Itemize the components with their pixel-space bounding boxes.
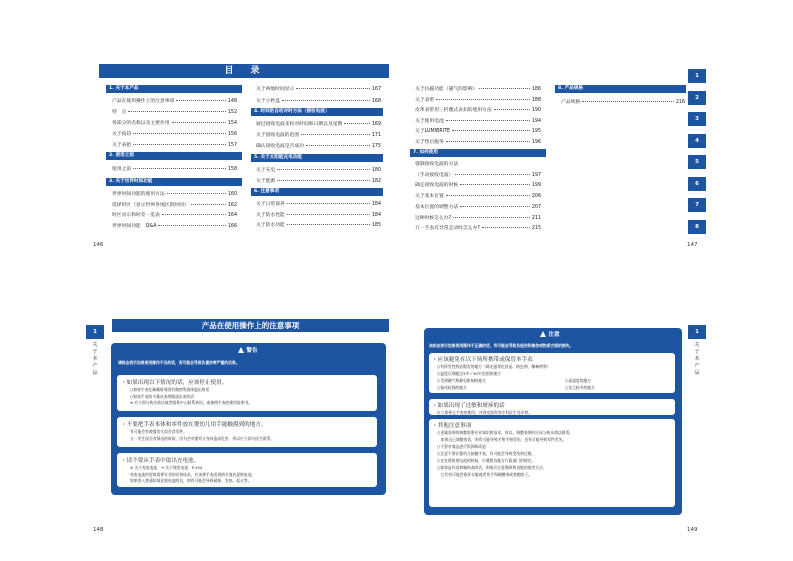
toc-entry-page: 199 <box>531 183 541 189</box>
warning-card-line: ※ 关于充电电池 → 关于使用电池 P.194 <box>130 465 203 470</box>
chapter-tab-149[interactable]: 1 <box>688 325 706 339</box>
warning-card-title: ・请不要从手表中取出充电池。 <box>121 458 200 464</box>
toc-entry-page: 188 <box>531 97 541 103</box>
caution-card-line: ○振动较强的地方 <box>437 385 467 390</box>
caution-card-line: ○高湿度的地方 <box>565 378 592 383</box>
section-header-3: 3. 关于世界时间功能 <box>106 178 242 186</box>
toc-entry-page: 180 <box>371 168 381 173</box>
toc-entry-title: 关于表带 <box>415 97 435 103</box>
toc-entry-page: 197 <box>531 172 541 178</box>
toc-entry-title: 基本位置的调整方法 <box>415 204 459 210</box>
toc-entry-title: 关于日常保养 <box>256 202 285 207</box>
toc-entry-page: 169 <box>371 122 381 127</box>
caution-card-title: ・应该避免在以下场所携带或保管本手表 <box>432 357 533 363</box>
toc-entry-title: 确定接收电波的时候 <box>415 183 459 189</box>
chapter-tab-4[interactable]: 4 <box>688 134 706 148</box>
warning-card-line: ○如果手表在佩戴时周围有腐蚀等液体溢出的话 <box>130 387 210 392</box>
toc-entry-title: 特 点 <box>112 110 127 115</box>
warning-card-line: 万一发生误吞食情况的时候，因为会对婴幼儿身体造成危害，所以应立即与医生联系。 <box>130 435 275 441</box>
toc-entry-page: 206 <box>531 194 541 200</box>
warning-card-line: 有可能会有被婴幼儿误吞食零件。 <box>130 429 187 434</box>
toc-entry-title: 产品在使用操作上的注意事项 <box>112 99 175 104</box>
toc-entry-page: 160 <box>227 192 237 197</box>
toc-entry-title: 关于售后服务 <box>415 139 444 145</box>
warning-card-line: ○如果手表的卡簧从表带脱落出来的话 <box>130 393 195 399</box>
toc-entry-page: 171 <box>371 133 381 138</box>
caution-intro: 该标志表示如果使用操作不正确的话，有可能会导致负轻伤和损伤或物质方面的损失。 <box>429 343 574 348</box>
toc-entry-page: 162 <box>227 202 237 208</box>
page-number-147: 147 <box>687 242 698 248</box>
caution-triangle-icon <box>540 331 546 337</box>
toc-entry-page: 184 <box>371 212 381 218</box>
caution-header <box>530 330 570 340</box>
caution-card-title: ・其他注意事项 <box>432 423 472 429</box>
caution-card-line: ○有挥发性药品散发的地方（除光液等化妆品、防虫剂、稀释剂等） <box>437 364 551 369</box>
toc-entry-title: 关于充电 <box>256 168 276 173</box>
toc-entry-page: 154 <box>227 121 237 126</box>
toc-entry-page: 216 <box>675 100 685 105</box>
toc-entry-page: 196 <box>531 139 541 145</box>
side-label-char: 品 <box>694 370 700 376</box>
toc-entry-page: 175 <box>371 144 381 149</box>
toc-entry-page: 211 <box>531 215 541 221</box>
toc-title: 目 录 <box>224 66 264 76</box>
caution-label: 注意 <box>548 332 560 338</box>
toc-entry-title: 关于防水性能 <box>256 212 285 218</box>
warning-card-title: ・如果出现以下情况的话，应该停止使用。 <box>121 380 228 386</box>
toc-entry-title: 关于两地时间显示 <box>256 87 295 92</box>
caution-card-line: 它们有可能会损坏衣服或者伤手和细腰带或者勒脖子。 <box>437 472 532 477</box>
toc-entry-title: 通过接收电波来校对时间和日期以及星期 <box>256 122 343 127</box>
toc-entry-page: 182 <box>371 179 381 184</box>
toc-entry-title: 关于能源 <box>256 179 276 184</box>
caution-card-line: ○灰尘较多的地方 <box>565 385 595 390</box>
section-header-6: 6. 注意事项 <box>251 188 383 196</box>
toc-entry-page: 190 <box>531 108 541 113</box>
caution-card-line: ○注意不要让婴幼儿接触手表，有可能会导致受伤和过敏。 <box>437 451 536 456</box>
toc-entry-page: 156 <box>227 132 237 137</box>
toc-entry-title: 皮革表带用三折叠式表扣的使用方法 <box>415 108 492 113</box>
toc-entry-title: 关于小秒盘 <box>256 98 280 104</box>
warning-intro: 请标志表示如果使用操作不当的话，有可能会导致负重伤等严重的后果。 <box>118 360 240 365</box>
toc-entry-title: 产品规格 <box>561 100 581 105</box>
caution-card-line: ○不要对商品进行拆卸和改造 <box>437 444 486 449</box>
toc-entry-page: 207 <box>531 204 541 210</box>
caution-card-line: ○温度长期超过5℃~35℃范围的地方 <box>437 371 502 376</box>
section-header-4: 4. 时间的自动对时方法（接收电波） <box>251 108 383 116</box>
chapter-tab-3[interactable]: 3 <box>688 112 706 126</box>
side-label-char: 于 <box>694 349 700 355</box>
toc-entry-page: 195 <box>531 129 541 134</box>
side-label-char: 本 <box>694 356 700 362</box>
toc-entry-title: 世界时间功能 Q&A <box>112 223 157 229</box>
toc-entry-title: 世界时间功能的使用方法 <box>112 192 165 197</box>
toc-entry-page: 157 <box>227 143 237 148</box>
toc-entry-page: 167 <box>371 87 381 92</box>
side-label-char: 关 <box>92 342 98 348</box>
chapter-tab-8[interactable]: 8 <box>688 220 706 234</box>
caution-card-line: ○在处理用废电池的时候，应遵照各地方行政部门的规定。 <box>437 458 536 463</box>
section-header-5: 5. 关于太阳能充电功能 <box>251 154 383 162</box>
page-number-146: 146 <box>93 242 104 248</box>
toc-entry-title: 这种时候怎么办? <box>415 215 452 221</box>
toc-entry-title: 关于接收电波的范围 <box>256 133 300 138</box>
chapter-tab-1[interactable]: 1 <box>688 69 706 83</box>
toc-entry-page: 166 <box>227 223 237 229</box>
toc-entry-title: （手动接收电波） <box>415 172 454 178</box>
chapter-tab-7[interactable]: 7 <box>688 198 706 212</box>
chapter-tab-148[interactable]: 1 <box>86 325 104 339</box>
chapter-tab-2[interactable]: 2 <box>688 91 706 105</box>
toc-entry-title: 万一手表有异常走动时怎么办? <box>415 226 480 232</box>
toc-entry-title: 关于表把 <box>112 143 132 148</box>
toc-entry-title: 关于按钮 <box>112 132 132 137</box>
page-number-148: 148 <box>93 527 104 533</box>
toc-entry-page: 168 <box>371 98 381 104</box>
warning-card-line: 如果误入普通的氧化银电池的话，则有可能会导致破损、发热、起火等。 <box>130 478 252 483</box>
toc-entry-title: 关于LUMIBRITE <box>415 129 451 134</box>
toc-entry-title: 关于使用电池 <box>415 118 444 124</box>
toc-entry-page: 158 <box>227 167 237 172</box>
toc-entry-page: 164 <box>227 213 237 218</box>
caution-card-title: ・如果出现了过敏和斑疹的话 <box>432 403 505 409</box>
side-label-char: 本 <box>92 356 98 362</box>
toc-entry-title: 关于防水功能 <box>256 223 285 228</box>
chapter-tab-6[interactable]: 6 <box>688 177 706 191</box>
caution-card-line: 如果自己调整的话，则有可能导致手和手指受伤，也有可能导致零件丢失。 <box>437 437 567 442</box>
side-label-char: 关 <box>694 342 700 348</box>
toc-entry-page: 184 <box>371 202 381 207</box>
toc-entry-page: 194 <box>531 118 541 124</box>
toc-entry-title: 选择时区（显示世界各地区的时间） <box>112 202 189 208</box>
warning-card-title: ・不要把手表本体和零件放在婴幼儿用手能触摸到的地方。 <box>121 422 267 428</box>
toc-entry-title: 各部分的名称以及主要作用 <box>112 121 170 126</box>
caution-card-line: ○如果是怀表和胸饰表的话，则或应注意绳带和表链的使用方法， <box>437 465 547 470</box>
toc-entry-page: 215 <box>531 226 541 232</box>
page-number-149: 149 <box>687 527 698 533</box>
page-title-148: 产品在使用操作上的注意事项 <box>201 321 300 330</box>
warning-label: 警告 <box>246 348 258 354</box>
section-header-1: 1. 关于本产品 <box>106 85 242 93</box>
side-label-char: 品 <box>92 370 98 376</box>
caution-card-line: ○金属表带的调整需要专业知识和技术，所以，调整表带时应该与购买商店联系。 <box>437 430 574 435</box>
toc-entry-page: 185 <box>371 223 381 228</box>
warning-card-line: 充电电池的更换需要专业知识和技术，应该将手表送到购买商店更换电池。 <box>130 471 256 477</box>
toc-entry-page: 152 <box>227 110 237 115</box>
toc-entry-title: 关于抗磁功能（磁气的影响） <box>415 87 478 92</box>
toc-entry-title: 关于基本位置 <box>415 194 444 200</box>
side-label-149 <box>693 342 701 377</box>
warning-card-line: ※ 应立即与购买商店或者服务中心联系询问，或参照手表的使用说明书。 <box>130 400 253 405</box>
toc-entry-title: 确认接收电波是否成功 <box>256 144 304 149</box>
section-header-8: 8. 产品规格 <box>555 85 686 93</box>
toc-entry-title: 强制接收电波的方法 <box>415 162 459 167</box>
toc-entry-title: 使用之前 <box>112 167 132 172</box>
chapter-tab-5[interactable]: 5 <box>688 155 706 169</box>
side-label-char: 于 <box>92 349 98 355</box>
section-header-2: 2. 使用之前 <box>106 152 242 160</box>
toc-entry-page: 186 <box>531 87 541 92</box>
side-label-char: 产 <box>694 363 700 369</box>
caution-card-line: 应立即停止手表的使用，并到皮肤科等专科医生处诊察。 <box>437 410 532 415</box>
caution-card-line: ○受到磁气和静电影响的地方 <box>437 378 486 383</box>
toc-entry-page: 148 <box>227 99 237 104</box>
section-header-7: 7. 如何使用 <box>410 149 546 157</box>
toc-entry-title: 时区显示和时差一览表 <box>112 213 160 218</box>
side-label-char: 产 <box>92 363 98 369</box>
